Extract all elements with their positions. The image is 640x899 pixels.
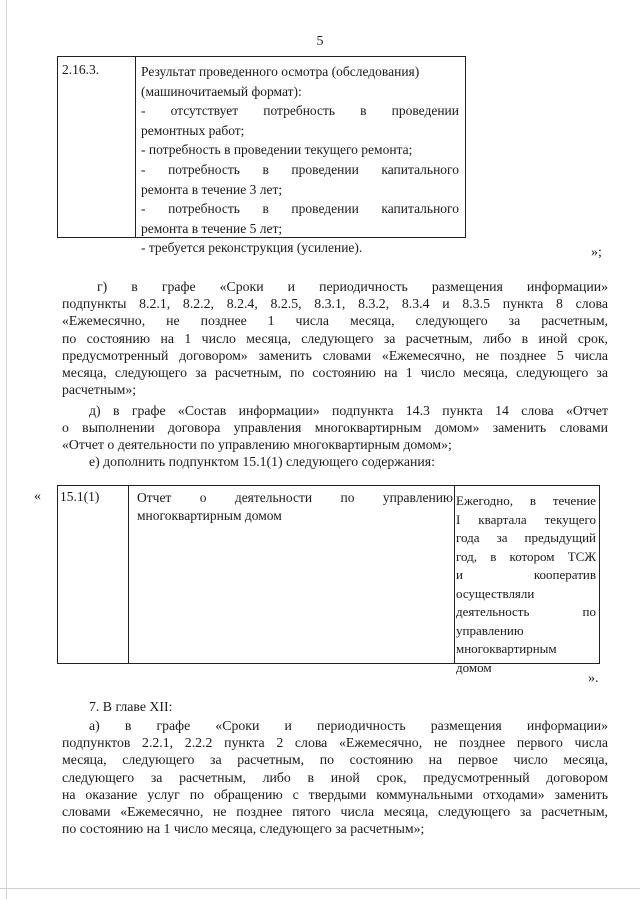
text-line: а) в графе «Сроки и периодичность размещения информации» <box>89 718 608 733</box>
text-line: следующего за расчетным, либо в иной срок, предусмотренный договором <box>62 769 608 785</box>
table-2-term-line: деятельность по <box>456 604 596 619</box>
paragraph-e <box>62 453 608 470</box>
table-2-item-number: 15.1(1) <box>60 489 100 504</box>
text-line: «Отчет о деятельности по управлению многоквартирным домом»; <box>62 437 452 453</box>
text-line: месяца, следующего за расчетным, по состоянию на первое число месяца, <box>62 752 608 768</box>
text-line: «Ежемесячно, не позднее 1 числа месяца, следующего за расчетным, <box>62 313 608 329</box>
table-1-line: - отсутствует потребность в проведении <box>141 103 459 119</box>
text-line: подпункты 8.2.1, 8.2.2, 8.2.4, 8.2.5, 8.3.1, 8.3.2, 8.3.4 и 8.3.5 пункта 8 слова <box>62 296 608 312</box>
table-1-top-border <box>57 56 465 57</box>
table-2-term-line: домом <box>456 659 492 675</box>
table-2-term-line: год, в котором ТСЖ <box>456 548 596 564</box>
table-2-top-border <box>57 485 600 486</box>
scan-edge-left <box>6 0 7 899</box>
table-2-closing-mark: ». <box>588 671 599 686</box>
text-line: е) дополнить подпунктом 15.1(1) следующего содержания: <box>89 454 435 469</box>
section-7-heading <box>62 698 608 715</box>
table-2-term-line: осуществляли <box>456 585 535 601</box>
table-2-name-line: многоквартирным домом <box>137 507 282 523</box>
table-2-term-line: и кооператив <box>456 567 596 582</box>
table-1-line: - потребность в проведении капитального <box>141 201 459 217</box>
table-2-term-line: Ежегодно, в течение <box>456 493 596 508</box>
table-1-item-number: 2.16.3. <box>62 62 100 77</box>
paragraph-a <box>62 717 608 837</box>
table-1-line: - требуется реконструкция (усиление). <box>141 240 363 256</box>
table-2-item-name <box>137 489 453 524</box>
table-2-column-divider <box>454 485 455 664</box>
table-1-left-border <box>57 56 58 238</box>
text-line: о выполнении договора управления многоквартирным домом» заменить словами <box>62 420 608 436</box>
table-2-term-line: I квартала текущего <box>456 511 596 527</box>
text-line: по состоянию на 1 число месяца, следующего за расчетным»; <box>62 821 425 837</box>
scan-edge-bottom <box>0 888 640 889</box>
table-2-open-quote: « <box>34 489 41 504</box>
table-1-line: ремонта в течение 5 лет; <box>141 220 283 236</box>
table-1-right-border <box>465 56 466 238</box>
text-line: предусмотренный договором» заменить словами «Ежемесячно, не позднее 5 числа <box>62 347 608 363</box>
table-2-term-line: управлению <box>456 622 524 638</box>
text-line: на оказание услуг по обращению с твердыми коммунальными отходами» заменить <box>62 786 608 802</box>
table-1-column-divider <box>135 56 136 238</box>
table-1-closing-mark: »; <box>591 245 602 260</box>
table-2-name-line: Отчет о деятельности по управлению <box>137 490 453 505</box>
text-line: 7. В главе XII: <box>89 699 173 714</box>
table-2-item-term <box>456 492 596 677</box>
table-2-left-border <box>57 485 58 664</box>
text-line: подпунктов 2.2.1, 2.2.2 пункта 2 слова «Ежемесячно, не позднее первого числа <box>62 735 608 751</box>
table-1-line: - потребность в проведении капитального <box>141 161 459 177</box>
table-1-item-text <box>141 62 459 258</box>
table-1-line: ремонта в течение 3 лет; <box>141 181 283 197</box>
text-line: словами «Ежемесячно, не позднее пятого числа месяца, следующего за расчетным, <box>62 804 608 820</box>
text-line: д) в графе «Состав информации» подпункта 14.3 пункта 14 слова «Отчет <box>89 403 608 418</box>
table-1-line: (машиночитаемый формат): <box>141 83 302 99</box>
table-2-term-line: многоквартирным <box>456 641 557 656</box>
paragraph-d <box>62 402 608 454</box>
table-2-term-line: года за предыдущий <box>456 530 596 545</box>
paragraph-g <box>62 278 608 398</box>
text-line: г) в графе «Сроки и периодичность размещения информации» <box>97 279 608 294</box>
table-1-line: ремонтных работ; <box>141 122 245 138</box>
text-line: по состоянию на 1 число месяца, следующего за расчетным, либо в иной срок, <box>62 330 608 346</box>
table-1-line: Результат проведенного осмотра (обследования) <box>141 64 420 79</box>
text-line: месяца, следующего за расчетным, по состоянию на 1 число месяца, следующего за <box>62 365 608 381</box>
page-number: 5 <box>316 34 324 49</box>
table-2-right-border <box>599 485 600 664</box>
text-line: расчетным»; <box>62 382 137 398</box>
table-1-line: - потребность в проведении текущего ремонта; <box>141 142 413 158</box>
table-2-column-divider <box>128 485 129 664</box>
